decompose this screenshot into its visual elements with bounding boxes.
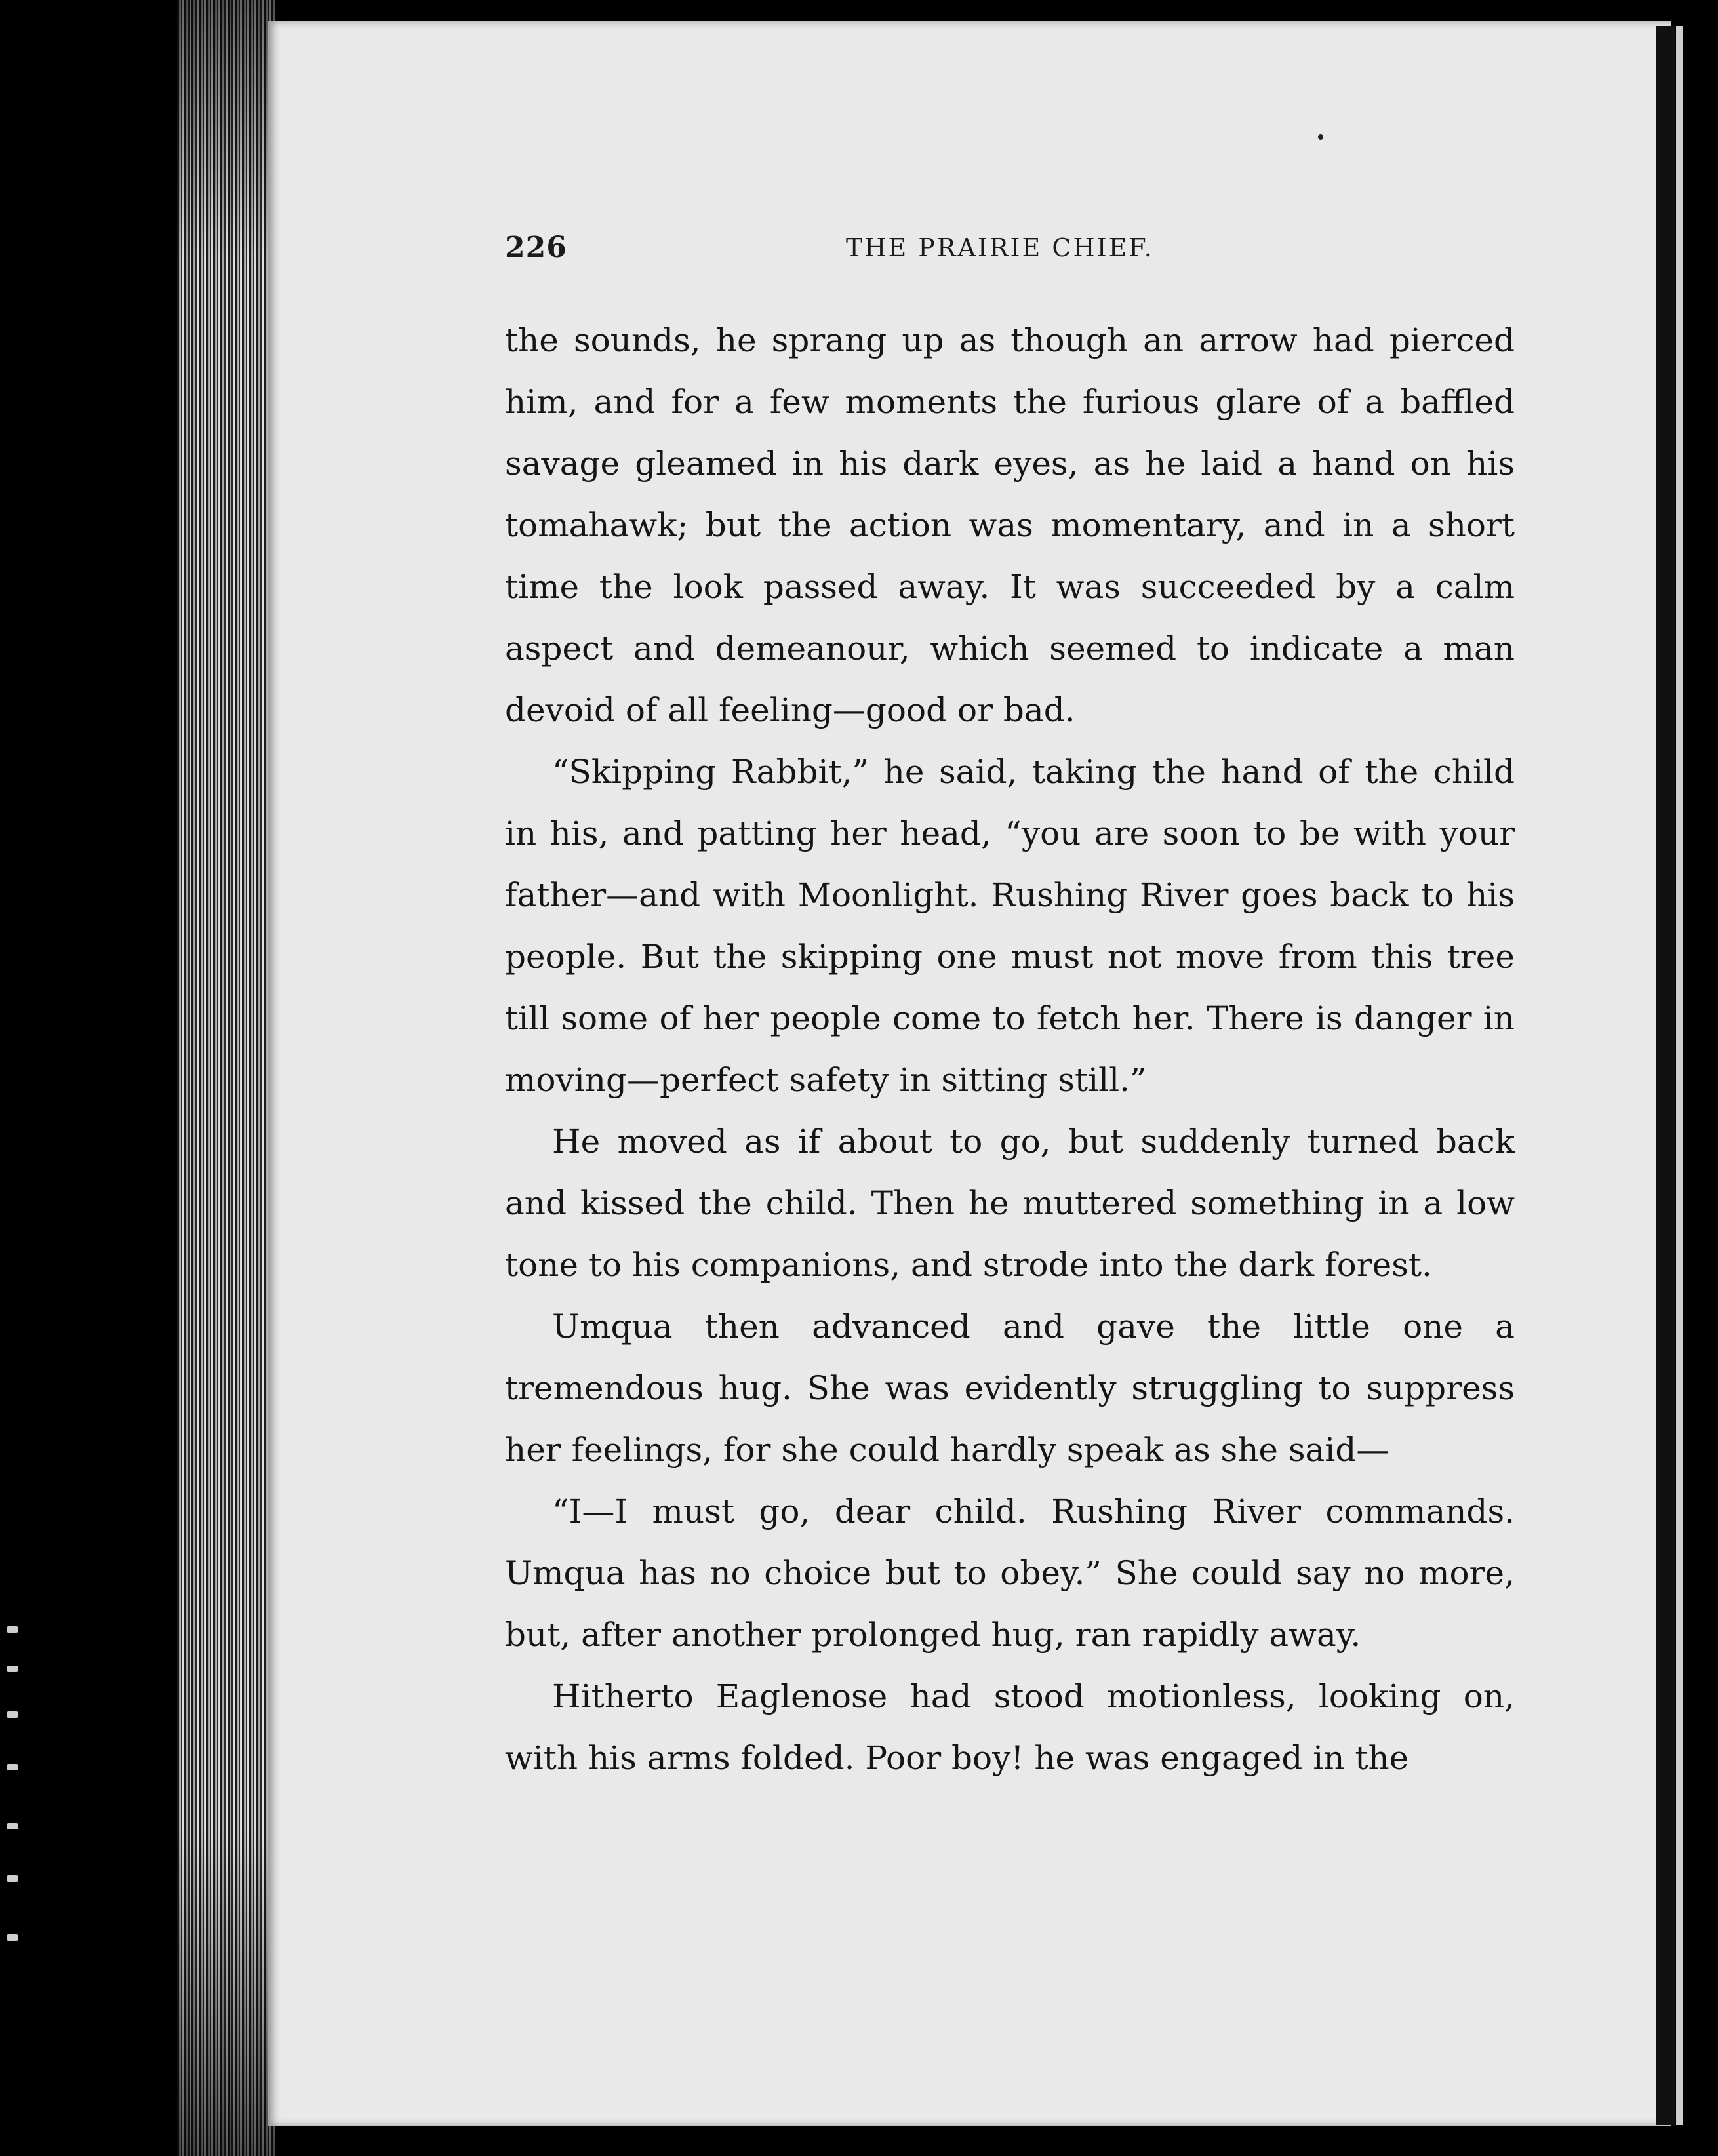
paragraph: Hitherto Eaglenose had stood motionless, looking on, with his arms folded. Poor boy! he was engaged in the bbox=[505, 1677, 1515, 1777]
page-header bbox=[505, 231, 1516, 264]
paragraph: “Skipping Rabbit,” he said, taking the hand of the child in his, and patting her head, “you are soon to be with your father—and with Moonlight. Rushing River goes back to his people. But the skipping one must not move from this tree till some of her people come to fetch her. There is danger in moving—perfect safety in sitting still.” bbox=[505, 753, 1515, 1099]
ink-speck bbox=[1318, 134, 1323, 140]
paragraph-continued: the sounds, he sprang up as though an arrow had pierced him, and for a few moments the furious glare of a baffled savage gleamed in his dark eyes, as he laid a hand on his tomahawk; but the action was momentary, and in a short time the look passed away. It was succeeded by a calm aspect and demeanour, which seemed to indicate a man devoid of all feeling—good or bad. bbox=[505, 321, 1515, 729]
book-page-edges bbox=[177, 0, 275, 2156]
running-title: THE PRAIRIE CHIEF. bbox=[846, 233, 1154, 262]
body-text bbox=[505, 309, 1515, 1789]
scan-margin-marks bbox=[0, 1626, 39, 1993]
paragraph: He moved as if about to go, but suddenly turned back and kissed the child. Then he muttered something in a low tone to his companions, and strode into the dark forest. bbox=[505, 1123, 1515, 1284]
paragraph: “I—I must go, dear child. Rushing River commands. Umqua has no choice but to obey.” She could say no more, but, after another prolonged hug, ran rapidly away. bbox=[505, 1492, 1515, 1654]
binding-shadow bbox=[1656, 26, 1675, 2125]
paragraph: Umqua then advanced and gave the little one a tremendous hug. She was evidently struggling to suppress her feelings, for she could hardly speak as she said— bbox=[505, 1308, 1515, 1469]
next-page-edge bbox=[1676, 26, 1683, 2125]
page-number: 226 bbox=[505, 231, 567, 264]
